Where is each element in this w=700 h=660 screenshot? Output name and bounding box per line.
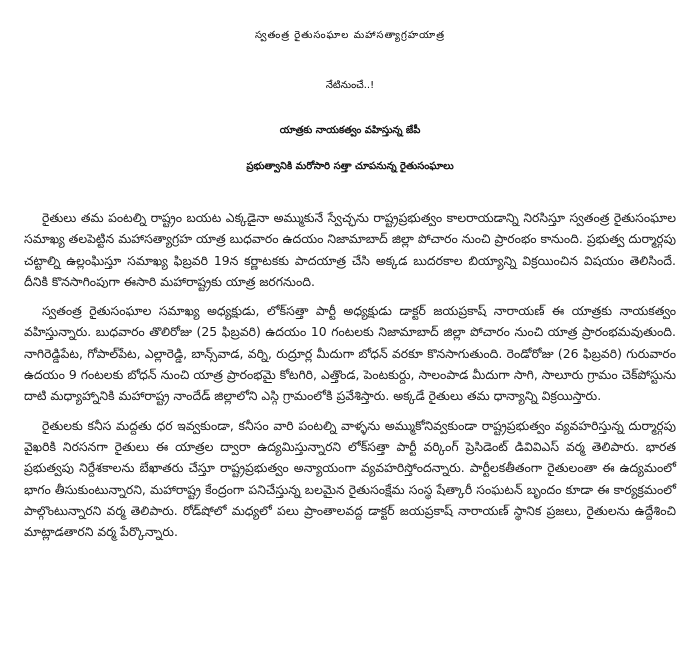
headline-line-2: నేటినుంచే..! <box>325 80 375 91</box>
paragraph-2: స్వతంత్ర రైతుసంఘాల సమాఖ్య అధ్యక్షుడు, లోక్‌సత్తా పార్టీ అధ్యక్షుడు డాక్టర్ జయప్రకాష్ నారాయణ్ ఈ యాత్రకు నాయకత్వం వహిస్తున్నారు. బుధవారం తొలిరోజు (25 ఫిబ్రవరి) ఉదయం 10 గంటలకు నిజామాబాద్ జిల్లా పోచారం నుంచి యాత్ర ప్రారంభమవుతుంది. నాగిరెడ్డిపేట, గోపాల్‌పేట, ఎల్లారెడ్డి, బాన్స్‌వాడ, వర్ని, రుద్రూర్ల మీదుగా బోధన్ వరకూ కొనసాగుతుంది. రెండోరోజు (26 ఫిబ్రవరి) గురువారం ఉదయం 9 గంటలకు బోధన్ నుంచి యాత్ర ప్రారంభమై కోటగిరి, ఎత్తొండ, పెంటకుర్దు, సాలంపాడ మీదుగా సాగి, సాలూరు గ్రామం చెక్‌పోస్టును దాటి మధ్యాహ్నానికి మహారాష్ట్ర నాందేడ్ జిల్లాలోని ఎస్గి గ్రామంలోకి ప్రవేశిస్తారు. అక్కడే రైతులు తమ ధాన్యాన్ని విక్రయిస్తారు. <box>24 303 676 404</box>
headline-line-1: స్వతంత్ర రైతుసంఘాల మహాసత్యాగ్రహయాత్ర <box>254 30 446 41</box>
tagline: ప్రభుత్వానికి మరోసారి సత్తా చూపనున్న రైతుసంఘాలు <box>246 161 454 172</box>
paragraph-1: రైతులు తమ పంటల్ని రాష్ట్రం బయట ఎక్కడైనా అమ్ముకునే స్వేచ్ఛను రాష్ట్రప్రభుత్వం కాలరాయడాన్ని నిరసిస్తూ స్వతంత్ర రైతుసంఘాల సమాఖ్య తలపెట్టిన మహాసత్యాగ్రహ యాత్ర బుధవారం ఉదయం నిజామాబాద్ జిల్లా పోచారం నుంచి ప్రారంభం కానుంది. ప్రభుత్వ దుర్మార్గపు చట్టాల్ని ఉల్లంఘిస్తూ సమాఖ్య ఫిబ్రవరి 19న కర్ణాటకకు పాదయాత్ర చేసి అక్కడ బుదరకాల బియ్యాన్ని విక్రయించిన విషయం తెలిసిందే. దీనికి కొనసాగింపుగా ఈసారి మహారాష్ట్రకు యాత్ర జరగనుంది. <box>24 210 676 289</box>
article-body <box>24 207 676 550</box>
subheadline: యాత్రకు నాయకత్వం వహిస్తున్న జేపీ <box>279 125 421 136</box>
paragraph-3: రైతులకు కనీస మద్దతు ధర ఇవ్వకుండా, కనీసం వారి పంటల్ని వాళ్ళను అమ్ముకోనివ్వకుండా రాష్ట్రప్రభుత్వం వ్యవహరిస్తున్న దుర్మార్గపు వైఖరికి నిరసనగా రైతులు ఈ యాత్రల ద్వారా ఉద్యమిస్తున్నారని లోక్‌సత్తా పార్టీ వర్కింగ్ ప్రెసిడెంట్ డివివిఎస్ వర్మ తెలిపారు. భారత ప్రభుత్వపు నిర్దేశకాలను బేఖాతరు చేస్తూ రాష్ట్రప్రభుత్వం అన్యాయంగా వ్యవహరిస్తోందన్నారు. పార్టీలకతీతంగా రైతులంతా ఈ ఉద్యమంలో భాగం తీసుకుంటున్నారని, మహారాష్ట్ర కేంద్రంగా పనిచేస్తున్న బలమైన రైతుసంక్షేమ సంస్థ షేత్కారీ సంఘటన్ బృందం కూడా ఈ కార్యక్రమంలో పాల్గొంటున్నారని వర్మ తెలిపారు. రోడ్‌షోలో మధ్యలో పలు ప్రాంతాలవద్ద డాక్టర్ జయప్రకాష్ నారాయణ్ స్థానిక ప్రజలు, రైతులను ఉద్దేశించి మాట్లాడతారని వర్మ పేర్కొన్నారు. <box>24 417 676 540</box>
